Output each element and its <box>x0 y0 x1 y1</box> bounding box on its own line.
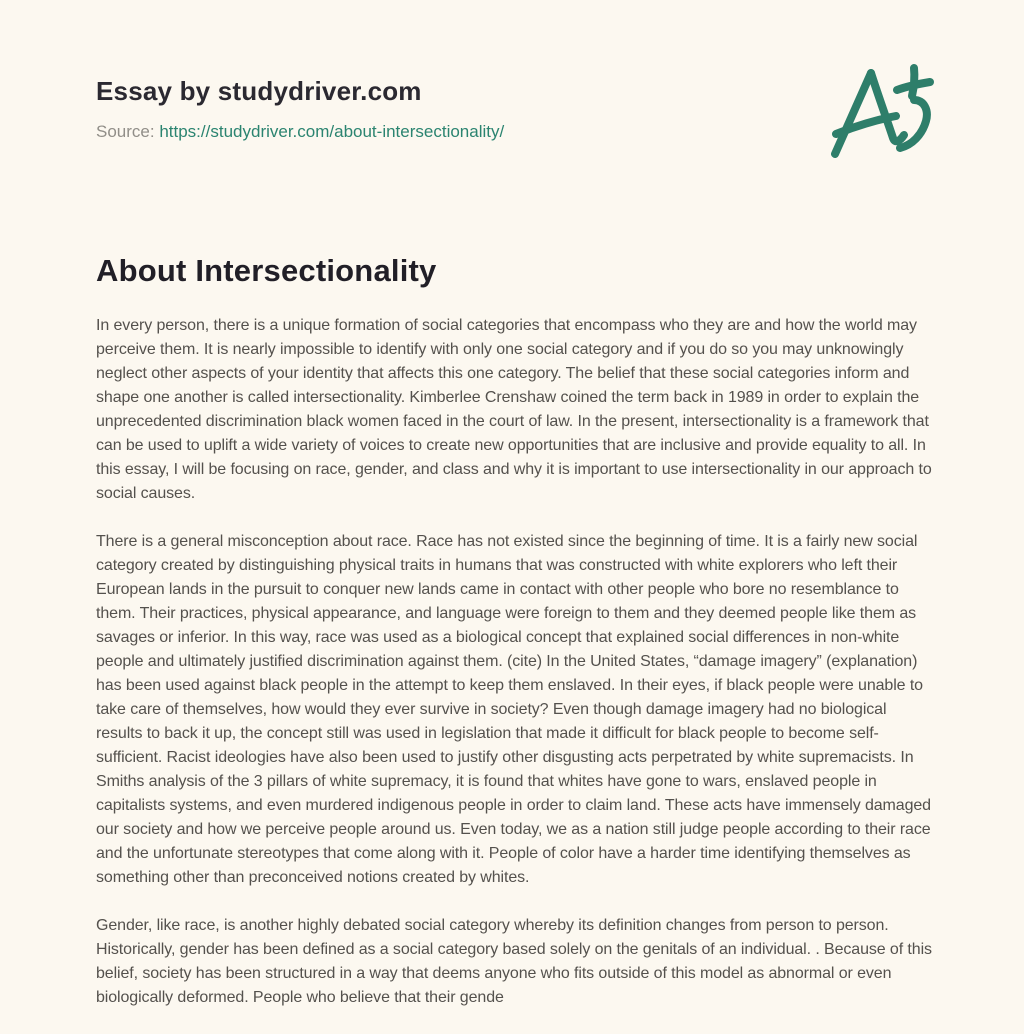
article-paragraph-2: There is a general misconception about race. Race has not existed since the beginning of time. It is a fairly new social category created by distinguishing physical traits in humans that was constructed with white explorers who left their European lands in the pursuit to conquer new lands came in contact with other people who bore no resemblance to them. Their practices, physical appearance, and language were foreign to them and they deemed people like them as savages or inferior. In this way, race was used as a biological concept that explained social differences in non-white people and ultimately justified discrimination against them. (cite) In the United States, “damage imagery” (explanation) has been used against black people in the attempt to keep them enslaved. In their eyes, if black people were unable to take care of themselves, how would they ever survive in society? Even though damage imagery had no biological results to back it up, the concept still was used in legislation that made it difficult for black people to become self-sufficient. Racist ideologies have also been used to justify other disgusting acts perpetrated by white supremacists. In Smiths analysis of the 3 pillars of white supremacy, it is found that whites have gone to wars, enslaved people in capitalists systems, and even murdered indigenous people in order to claim land. These acts have immensely damaged our society and how we perceive people around us. Even today, we as a nation still judge people according to their race and the unfortunate stereotypes that come along with it. People of color have a harder time identifying themselves as something other than preconceived notions created by whites. <box>96 533 931 886</box>
article-paragraph-1: In every person, there is a unique formation of social categories that encompass who they are and how the world may perceive them. It is nearly impossible to identify with only one social category and if you do so you may unknowingly neglect other aspects of your identity that affects this one category. The belief that these social categories inform and shape one another is called intersectionality. Kimberlee Crenshaw coined the term back in 1989 in order to explain the unprecedented discrimination black women faced in the court of law. In the present, intersectionality is a framework that can be used to uplift a wide variety of voices to create new opportunities that are inclusive and provide equality to all. In this essay, I will be focusing on race, gender, and class and why it is important to use intersectionality in our approach to social causes. <box>96 317 932 502</box>
source-url-link[interactable]: https://studydriver.com/about-intersectionality/ <box>159 122 505 141</box>
page-title: Essay by studydriver.com <box>96 76 422 106</box>
article-title: About Intersectionality <box>96 253 437 288</box>
source-label: Source: <box>96 122 155 141</box>
article-paragraph-3: Gender, like race, is another highly debated social category whereby its definition changes from person to person. Historically, gender has been defined as a social category based solely on the genitals of an individual. . Because of this belief, society has been structured in a way that deems anyone who fits outside of this model as abnormal or even biologically deformed. People who believe that their gende <box>96 917 932 1006</box>
studydriver-a-plus-logo-icon <box>818 55 958 170</box>
source-line <box>96 122 504 142</box>
article-body <box>96 314 936 1010</box>
